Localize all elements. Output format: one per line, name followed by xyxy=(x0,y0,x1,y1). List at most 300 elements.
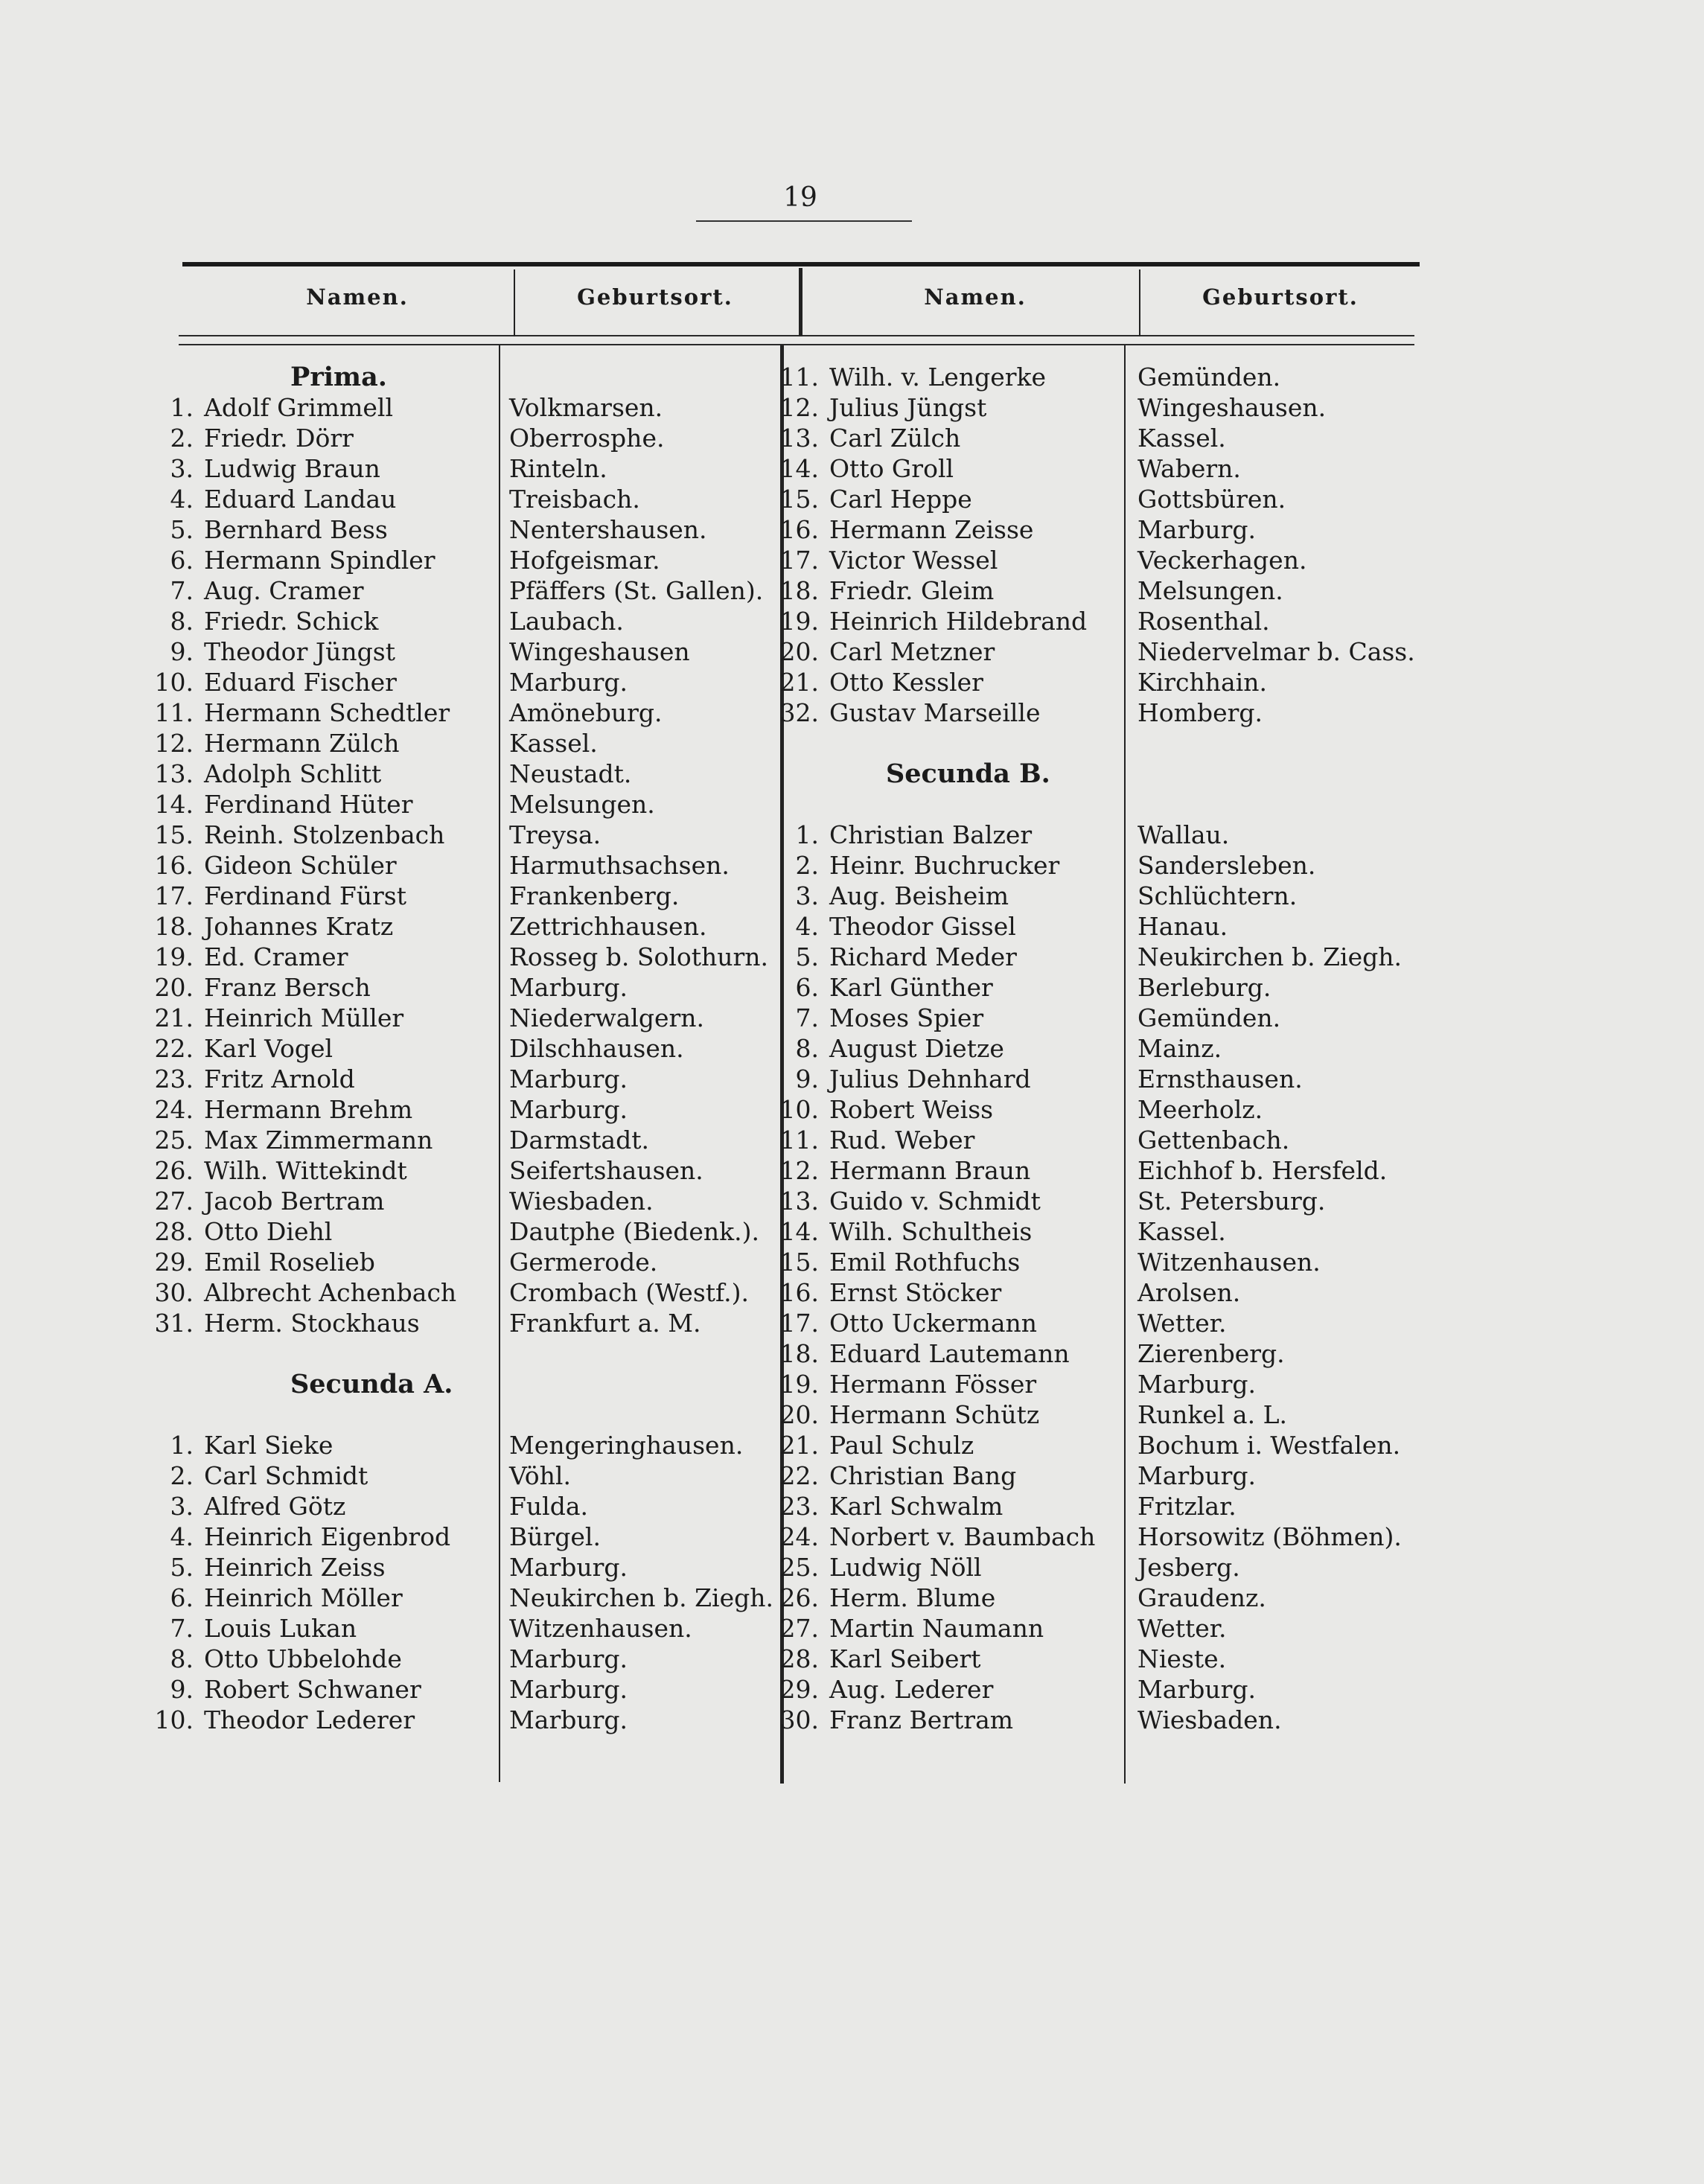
entry-number: 23. xyxy=(779,1492,819,1521)
entry-number: 15. xyxy=(779,1248,819,1277)
list-item xyxy=(141,1064,456,1094)
right-birthplace-column xyxy=(1137,362,1415,1735)
student-name: Karl Vogel xyxy=(204,1034,334,1063)
student-name: Herm. Blume xyxy=(829,1583,996,1612)
birthplace: Frankenberg. xyxy=(509,881,680,910)
list-item xyxy=(767,911,1095,942)
student-name: Carl Heppe xyxy=(829,485,972,514)
birthplace: Witzenhausen. xyxy=(1137,1248,1321,1277)
birthplace: Kassel. xyxy=(1137,1217,1226,1246)
birthplace: Bürgel. xyxy=(509,1522,601,1551)
birthplace: Wiesbaden. xyxy=(1137,1705,1282,1734)
entry-number: 24. xyxy=(779,1522,819,1551)
list-item xyxy=(767,1247,1095,1277)
list-item xyxy=(141,1033,456,1064)
student-name: Heinrich Hildebrand xyxy=(829,607,1088,636)
birthplace: Kirchhain. xyxy=(1137,668,1267,697)
entry-number: 7. xyxy=(795,1003,819,1032)
student-name: Adolf Grimmell xyxy=(204,393,393,422)
list-item xyxy=(141,1583,456,1613)
student-name: Julius Jüngst xyxy=(829,393,987,422)
section-heading xyxy=(767,759,1095,789)
birthplace: Treysa. xyxy=(509,820,601,849)
section-title: Secunda B. xyxy=(886,759,1050,789)
list-item xyxy=(767,484,1095,514)
list-item xyxy=(141,1705,456,1735)
list-item xyxy=(767,392,1095,423)
birthplace: Fritzlar. xyxy=(1137,1492,1236,1521)
birthplace: Harmuthsachsen. xyxy=(509,851,730,880)
student-name: Johannes Kratz xyxy=(204,912,394,941)
entry-number: 8. xyxy=(795,1034,819,1063)
birthplace: Runkel a. L. xyxy=(1137,1400,1287,1429)
student-name: Hermann Fösser xyxy=(829,1370,1037,1399)
list-item xyxy=(141,1277,456,1308)
entry-number: 16. xyxy=(779,515,819,544)
birthplace: Gettenbach. xyxy=(1137,1125,1290,1155)
birthplace: Marburg. xyxy=(509,1705,628,1734)
entry-number: 8. xyxy=(170,1644,194,1673)
entry-number: 30. xyxy=(154,1278,194,1307)
entry-number: 21. xyxy=(779,1431,819,1460)
entry-number: 11. xyxy=(779,363,819,392)
header-birthplace-right: Geburtsort. xyxy=(1202,284,1359,310)
student-name: Hermann Zeisse xyxy=(829,515,1034,544)
header-birthplace-left: Geburtsort. xyxy=(577,284,733,310)
student-name: Wilh. v. Lengerke xyxy=(829,363,1047,392)
student-name: Ludwig Braun xyxy=(204,454,380,483)
student-name: Norbert v. Baumbach xyxy=(829,1522,1096,1551)
entry-number: 1. xyxy=(170,1431,194,1460)
row-gap xyxy=(767,728,1095,759)
list-item xyxy=(767,1308,1095,1338)
header-divider-left xyxy=(514,269,515,336)
student-name: Hermann Braun xyxy=(829,1156,1031,1185)
birthplace: Graudenz. xyxy=(1137,1583,1266,1612)
entry-number: 15. xyxy=(154,820,194,849)
entry-number: 2. xyxy=(170,424,194,453)
student-name: Hermann Schütz xyxy=(829,1400,1040,1429)
list-item xyxy=(767,514,1095,545)
entry-number: 1. xyxy=(170,393,194,422)
entry-number: 26. xyxy=(779,1583,819,1612)
entry-number: 17. xyxy=(779,546,819,575)
student-name: Martin Naumann xyxy=(829,1614,1044,1643)
birthplace: Arolsen. xyxy=(1137,1278,1241,1307)
list-item xyxy=(141,1522,456,1552)
list-item xyxy=(141,1460,456,1491)
birthplace: Niedervelmar b. Cass. xyxy=(1137,637,1415,666)
birthplace: Meerholz. xyxy=(1137,1095,1263,1124)
birthplace: Schlüchtern. xyxy=(1137,881,1298,910)
list-item xyxy=(141,545,456,575)
list-item xyxy=(767,820,1095,850)
student-name: Theodor Jüngst xyxy=(204,637,395,666)
list-item xyxy=(141,453,456,484)
student-name: Moses Spier xyxy=(829,1003,984,1032)
birthplace: Rosseg b. Solothurn. xyxy=(509,942,769,971)
birthplace: Gottsbüren. xyxy=(1137,485,1286,514)
entry-number: 14. xyxy=(154,790,194,819)
student-name: Theodor Gissel xyxy=(829,912,1016,941)
entry-number: 29. xyxy=(779,1675,819,1704)
section-spacer xyxy=(509,362,773,392)
student-name: Richard Meder xyxy=(829,942,1017,971)
birthplace: Dautphe (Biedenk.). xyxy=(509,1217,760,1246)
entry-number: 12. xyxy=(779,1156,819,1185)
birthplace: Treisbach. xyxy=(509,485,640,514)
list-item xyxy=(141,1430,456,1460)
list-item xyxy=(141,1186,456,1216)
list-item xyxy=(141,636,456,667)
birthplace: Fulda. xyxy=(509,1492,588,1521)
entry-number: 26. xyxy=(154,1156,194,1185)
header-name-left: Namen. xyxy=(306,284,409,310)
entry-number: 32. xyxy=(779,698,819,727)
entry-number: 13. xyxy=(779,424,819,453)
right-name-column xyxy=(767,362,1095,1735)
entry-number: 29. xyxy=(154,1248,194,1277)
entry-number: 9. xyxy=(170,637,194,666)
left-birthplace-column xyxy=(509,362,773,1735)
row-gap xyxy=(1137,728,1415,759)
birthplace: Wabern. xyxy=(1137,454,1241,483)
student-name: Hermann Zülch xyxy=(204,729,400,758)
list-item xyxy=(141,728,456,759)
section-spacer xyxy=(509,1369,773,1399)
entry-number: 7. xyxy=(170,576,194,605)
student-name: Heinrich Möller xyxy=(204,1583,403,1612)
entry-number: 20. xyxy=(779,1400,819,1429)
list-item xyxy=(141,881,456,911)
birthplace: Oberrosphe. xyxy=(509,424,665,453)
student-name: Ed. Cramer xyxy=(204,942,348,971)
entry-number: 10. xyxy=(779,1095,819,1124)
birthplace: Marburg. xyxy=(1137,1461,1257,1490)
list-item xyxy=(767,972,1095,1003)
entry-number: 3. xyxy=(170,1492,194,1521)
list-item xyxy=(767,606,1095,636)
student-name: Otto Kessler xyxy=(829,668,983,697)
birthplace: Ernsthausen. xyxy=(1137,1064,1303,1093)
row-gap xyxy=(767,789,1095,820)
list-item xyxy=(141,575,456,606)
list-item xyxy=(767,1705,1095,1735)
student-name: Franz Bersch xyxy=(204,973,371,1002)
student-name: Heinrich Müller xyxy=(204,1003,404,1032)
header-divider-center xyxy=(799,268,802,336)
entry-number: 9. xyxy=(795,1064,819,1093)
student-name: Wilh. Schultheis xyxy=(829,1217,1033,1246)
birthplace: Witzenhausen. xyxy=(509,1614,692,1643)
birthplace: Nieste. xyxy=(1137,1644,1227,1673)
student-name: Heinrich Zeiss xyxy=(204,1553,386,1582)
entry-number: 14. xyxy=(779,1217,819,1246)
list-item xyxy=(767,1522,1095,1552)
student-name: Louis Lukan xyxy=(204,1614,357,1643)
birthplace: Marburg. xyxy=(509,1644,628,1673)
list-item xyxy=(767,1277,1095,1308)
student-name: Jacob Bertram xyxy=(204,1187,385,1216)
student-name: Wilh. Wittekindt xyxy=(204,1156,407,1185)
entry-number: 4. xyxy=(170,485,194,514)
birthplace: Horsowitz (Böhmen). xyxy=(1137,1522,1402,1551)
list-item xyxy=(141,759,456,789)
list-item xyxy=(141,972,456,1003)
list-item xyxy=(767,423,1095,453)
student-name: Otto Diehl xyxy=(204,1217,333,1246)
list-item xyxy=(767,1583,1095,1613)
entry-number: 1. xyxy=(795,820,819,849)
student-name: Hermann Schedtler xyxy=(204,698,450,727)
entry-number: 30. xyxy=(779,1705,819,1734)
birthplace: Vöhl. xyxy=(509,1461,571,1490)
entry-number: 16. xyxy=(779,1278,819,1307)
student-name: Eduard Landau xyxy=(204,485,397,514)
row-gap xyxy=(509,1399,773,1430)
student-name: Herm. Stockhaus xyxy=(204,1309,420,1338)
birthplace: Crombach (Westf.). xyxy=(509,1278,749,1307)
list-item xyxy=(141,1644,456,1674)
row-gap xyxy=(509,1338,773,1369)
student-name: Franz Bertram xyxy=(829,1705,1014,1734)
entry-number: 25. xyxy=(154,1125,194,1155)
student-name: Fritz Arnold xyxy=(204,1064,355,1093)
birthplace: Niederwalgern. xyxy=(509,1003,705,1032)
birthplace: Marburg. xyxy=(509,973,628,1002)
entry-number: 19. xyxy=(779,607,819,636)
list-item xyxy=(141,820,456,850)
entry-number: 16. xyxy=(154,851,194,880)
birthplace: Hofgeismar. xyxy=(509,546,660,575)
body-divider-right xyxy=(1124,345,1126,1784)
student-name: Ernst Stöcker xyxy=(829,1278,1002,1307)
list-item xyxy=(141,423,456,453)
birthplace: Zierenberg. xyxy=(1137,1339,1285,1368)
birthplace: Sandersleben. xyxy=(1137,851,1316,880)
student-name: Christian Bang xyxy=(829,1461,1017,1490)
birthplace: Laubach. xyxy=(509,607,624,636)
list-item xyxy=(767,1369,1095,1399)
student-name: Gideon Schüler xyxy=(204,851,397,880)
student-name: Robert Schwaner xyxy=(204,1675,421,1704)
student-name: Guido v. Schmidt xyxy=(829,1187,1041,1216)
student-name: Otto Groll xyxy=(829,454,954,483)
birthplace: Kassel. xyxy=(1137,424,1226,453)
entry-number: 9. xyxy=(170,1675,194,1704)
section-title: Prima. xyxy=(290,362,387,392)
list-item xyxy=(141,1308,456,1338)
birthplace: Homberg. xyxy=(1137,698,1263,727)
student-name: Friedr. Dörr xyxy=(204,424,354,453)
birthplace: Wingeshausen xyxy=(509,637,690,666)
section-title: Secunda A. xyxy=(290,1369,453,1399)
list-item xyxy=(141,1003,456,1033)
student-name: Aug. Beisheim xyxy=(829,881,1009,910)
list-item xyxy=(141,1491,456,1522)
birthplace: Marburg. xyxy=(509,1675,628,1704)
student-name: Karl Günther xyxy=(829,973,993,1002)
entry-number: 12. xyxy=(779,393,819,422)
list-item xyxy=(141,484,456,514)
birthplace: Amöneburg. xyxy=(509,698,663,727)
entry-number: 20. xyxy=(779,637,819,666)
student-name: Ferdinand Fürst xyxy=(204,881,406,910)
student-name: Heinr. Buchrucker xyxy=(829,851,1060,880)
birthplace: Dilschhausen. xyxy=(509,1034,684,1063)
student-name: Hermann Spindler xyxy=(204,546,435,575)
header-rule-bottom xyxy=(179,344,1414,345)
birthplace: Marburg. xyxy=(1137,515,1257,544)
entry-number: 19. xyxy=(779,1370,819,1399)
student-name: Ludwig Nöll xyxy=(829,1553,982,1582)
student-name: Emil Rothfuchs xyxy=(829,1248,1021,1277)
list-item xyxy=(767,667,1095,697)
entry-number: 11. xyxy=(779,1125,819,1155)
birthplace: Nentershausen. xyxy=(509,515,707,544)
entry-number: 2. xyxy=(795,851,819,880)
entry-number: 11. xyxy=(154,698,194,727)
student-name: Aug. Cramer xyxy=(204,576,364,605)
student-name: Bernhard Bess xyxy=(204,515,388,544)
student-name: Paul Schulz xyxy=(829,1431,974,1460)
list-item xyxy=(767,1064,1095,1094)
student-name: Otto Ubbelohde xyxy=(204,1644,402,1673)
birthplace: Marburg. xyxy=(1137,1675,1257,1704)
row-gap xyxy=(141,1399,456,1430)
entry-number: 10. xyxy=(154,1705,194,1734)
entry-number: 12. xyxy=(154,729,194,758)
student-name: Reinh. Stolzenbach xyxy=(204,820,445,849)
birthplace: Gemünden. xyxy=(1137,363,1281,392)
list-item xyxy=(767,1094,1095,1125)
birthplace: Veckerhagen. xyxy=(1137,546,1307,575)
entry-number: 21. xyxy=(779,668,819,697)
list-item xyxy=(141,1216,456,1247)
student-name: Aug. Lederer xyxy=(829,1675,994,1704)
list-item xyxy=(767,1125,1095,1155)
list-item xyxy=(767,1338,1095,1369)
birthplace: Frankfurt a. M. xyxy=(509,1309,701,1338)
entry-number: 21. xyxy=(154,1003,194,1032)
entry-number: 24. xyxy=(154,1095,194,1124)
entry-number: 23. xyxy=(154,1064,194,1093)
entry-number: 27. xyxy=(779,1614,819,1643)
row-gap xyxy=(1137,789,1415,820)
list-item xyxy=(141,1094,456,1125)
birthplace: Volkmarsen. xyxy=(509,393,663,422)
student-name: Alfred Götz xyxy=(204,1492,346,1521)
list-item xyxy=(767,636,1095,667)
student-name: Gustav Marseille xyxy=(829,698,1041,727)
entry-number: 18. xyxy=(779,576,819,605)
student-name: Carl Metzner xyxy=(829,637,995,666)
list-item xyxy=(767,942,1095,972)
list-item xyxy=(767,1399,1095,1430)
birthplace: Melsungen. xyxy=(1137,576,1283,605)
birthplace: Neustadt. xyxy=(509,759,632,788)
list-item xyxy=(141,1552,456,1583)
entry-number: 22. xyxy=(779,1461,819,1490)
student-name: Victor Wessel xyxy=(829,546,998,575)
birthplace: Marburg. xyxy=(1137,1370,1257,1399)
birthplace: Neukirchen b. Ziegh. xyxy=(509,1583,773,1612)
student-name: Karl Seibert xyxy=(829,1644,981,1673)
birthplace: St. Petersburg. xyxy=(1137,1187,1326,1216)
entry-number: 18. xyxy=(154,912,194,941)
entry-number: 15. xyxy=(779,485,819,514)
entry-number: 3. xyxy=(795,881,819,910)
birthplace: Mengeringhausen. xyxy=(509,1431,744,1460)
birthplace: Wallau. xyxy=(1137,820,1230,849)
student-name: Friedr. Gleim xyxy=(829,576,995,605)
birthplace: Marburg. xyxy=(509,1095,628,1124)
entry-number: 2. xyxy=(170,1461,194,1490)
list-item xyxy=(767,697,1095,728)
student-name: Christian Balzer xyxy=(829,820,1033,849)
student-name: Carl Zülch xyxy=(829,424,961,453)
list-item xyxy=(767,1644,1095,1674)
header-divider-right xyxy=(1139,269,1140,336)
list-item xyxy=(141,942,456,972)
birthplace: Rinteln. xyxy=(509,454,607,483)
entry-number: 13. xyxy=(154,759,194,788)
birthplace: Eichhof b. Hersfeld. xyxy=(1137,1156,1388,1185)
student-name: Adolph Schlitt xyxy=(204,759,382,788)
entry-number: 5. xyxy=(795,942,819,971)
list-item xyxy=(767,1003,1095,1033)
entry-number: 28. xyxy=(154,1217,194,1246)
list-item xyxy=(141,789,456,820)
student-name: Julius Dehnhard xyxy=(829,1064,1031,1093)
row-gap xyxy=(141,1338,456,1369)
entry-number: 5. xyxy=(170,515,194,544)
entry-number: 17. xyxy=(779,1309,819,1338)
entry-number: 28. xyxy=(779,1644,819,1673)
entry-number: 25. xyxy=(779,1553,819,1582)
entry-number: 5. xyxy=(170,1553,194,1582)
birthplace: Kassel. xyxy=(509,729,598,758)
student-name: Otto Uckermann xyxy=(829,1309,1038,1338)
entry-number: 8. xyxy=(170,607,194,636)
entry-number: 31. xyxy=(154,1309,194,1338)
birthplace: Berleburg. xyxy=(1137,973,1271,1002)
student-name: Karl Sieke xyxy=(204,1431,334,1460)
entry-number: 20. xyxy=(154,973,194,1002)
entry-number: 7. xyxy=(170,1614,194,1643)
entry-number: 4. xyxy=(170,1522,194,1551)
list-item xyxy=(767,881,1095,911)
birthplace: Bochum i. Westfalen. xyxy=(1137,1431,1401,1460)
entry-number: 17. xyxy=(154,881,194,910)
list-item xyxy=(767,362,1095,392)
header-name-right: Namen. xyxy=(924,284,1027,310)
list-item xyxy=(767,1674,1095,1705)
section-heading xyxy=(141,1369,456,1399)
list-item xyxy=(767,575,1095,606)
list-item xyxy=(767,1552,1095,1583)
body-divider-left xyxy=(499,345,500,1782)
list-item xyxy=(141,1674,456,1705)
student-name: Friedr. Schick xyxy=(204,607,379,636)
list-item xyxy=(767,1216,1095,1247)
entry-number: 27. xyxy=(154,1187,194,1216)
list-item xyxy=(141,667,456,697)
list-item xyxy=(141,606,456,636)
birthplace: Marburg. xyxy=(509,1553,628,1582)
birthplace: Wetter. xyxy=(1137,1309,1227,1338)
birthplace: Marburg. xyxy=(509,1064,628,1093)
